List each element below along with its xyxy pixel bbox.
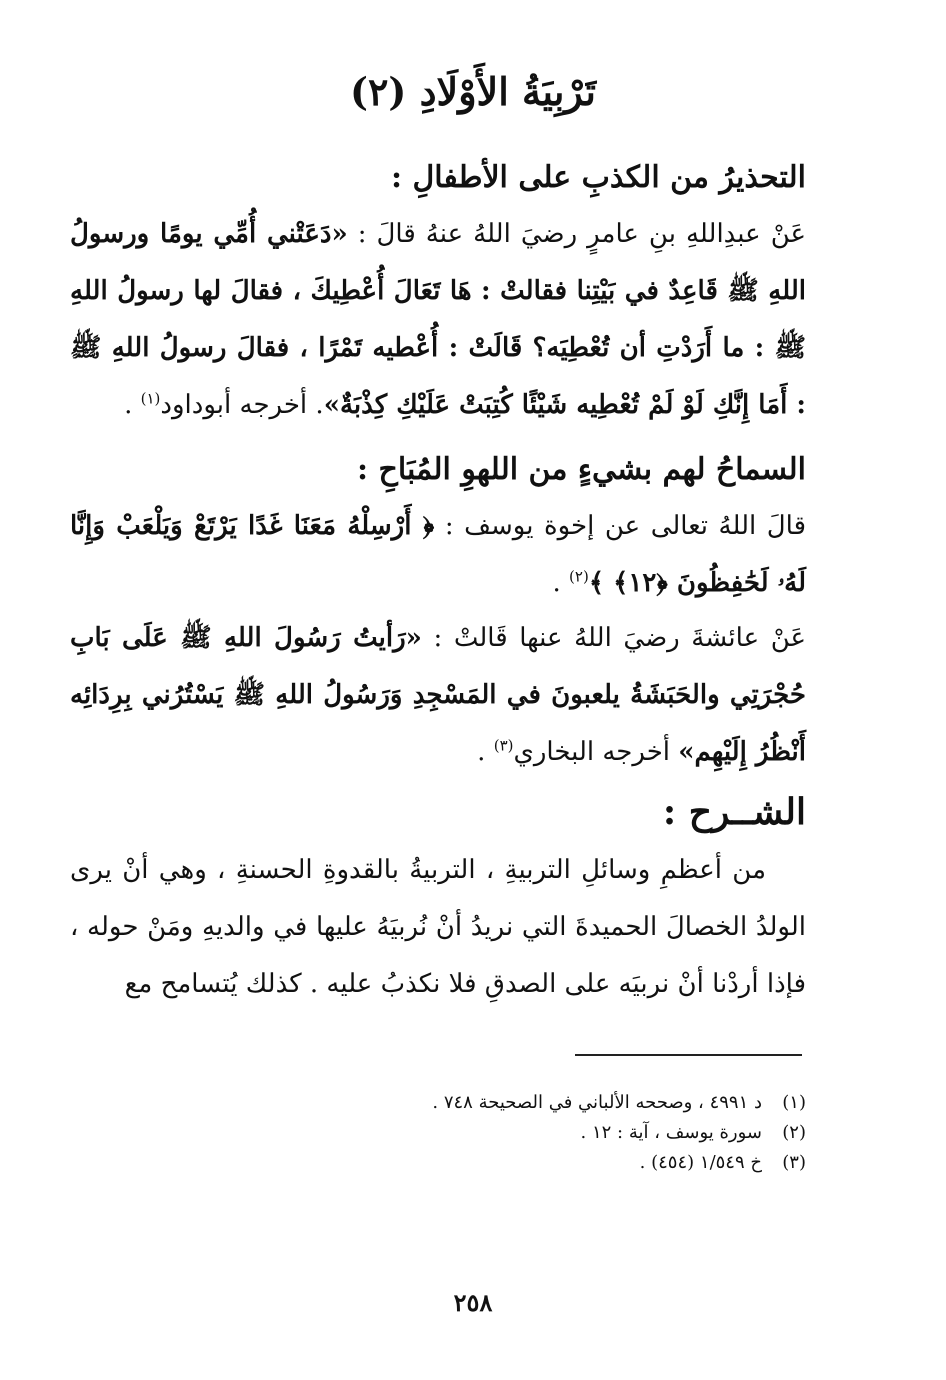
- footnote-item: [140, 1088, 806, 1118]
- section-aisha-hadith: [70, 610, 806, 781]
- footnote-text: د ٤٩٩١ ، وصححه الألباني في الصحيحة ٧٤٨ .: [432, 1092, 762, 1113]
- commentary-heading: الشــرح :: [662, 791, 806, 833]
- hadith-source: أخرجه البخاري: [513, 737, 679, 767]
- narrator-intro: عَنْ عائشةَ رضيَ اللهُ عنها قَالتْ :: [421, 623, 807, 653]
- footnote-number: (٣): [782, 1152, 806, 1173]
- commentary-section: [70, 782, 806, 1013]
- footnote-text: خ ١/٥٤٩ (٤٥٤) .: [639, 1152, 762, 1173]
- section-heading: التحذيرُ من الكذبِ على الأطفالِ :: [390, 160, 806, 195]
- footnote-item: [140, 1118, 806, 1148]
- hadith-paragraph: [70, 206, 806, 434]
- section-lying-warning: [70, 150, 806, 434]
- quran-paragraph: [70, 498, 806, 612]
- footnotes: [140, 1088, 806, 1178]
- footnote-text: سورة يوسف ، آية : ١٢ .: [580, 1122, 762, 1143]
- hadith-paragraph: [70, 610, 806, 781]
- section-permitted-play: [70, 442, 806, 612]
- page-number: ٢٥٨: [453, 1288, 493, 1317]
- page-title: تَرْبِيَةُ الأَوْلَادِ (٢): [350, 69, 596, 114]
- footnote-number: (٢): [782, 1122, 806, 1143]
- hadith-source: . أخرجه أبوداود: [160, 390, 324, 420]
- footnote-item: [140, 1148, 806, 1178]
- hadith-quote: «رَأيتُ رَسُولَ اللهِ ﷺ عَلَى بَابِ حُجْرَتِي والحَبَشَةُ يلعبونَ في المَسْجِدِ وَرَسُولُ اللهِ ﷺ يَسْتُرُني بِرِدَائِه أَنْظُرُ إِلَيْهِم»: [70, 623, 806, 767]
- quran-verse: ﴿ أَرْسِلْهُ مَعَنَا غَدًا يَرْتَعْ وَيَلْعَبْ وَإِنَّا لَهُۥ لَحَٰفِظُونَ ﴿١٢﴾ ﴾: [70, 511, 806, 598]
- sentence-end: .: [552, 568, 570, 598]
- footnote-number: (١): [782, 1092, 806, 1113]
- sentence-end: .: [477, 737, 494, 767]
- footnote-ref: (١): [140, 389, 161, 408]
- section-heading: السماحُ لهم بشيءٍ من اللهوِ المُبَاحِ :: [356, 452, 806, 487]
- commentary-paragraph: من أعظمِ وسائلِ التربيةِ ، التربيةُ بالقدوةِ الحسنةِ ، وهي أنْ يرى الولدُ الخصالَ الحميدةَ التي نريدُ أنْ نُربيَهُ عليها في والديهِ ومَنْ حوله ، فإذا أردْنا أنْ نربيَه على الصدقِ فلا نكذبُ عليه . كذلك يُتسامح مع: [70, 855, 806, 999]
- sentence-end: .: [124, 390, 141, 420]
- footnote-ref: (٣): [493, 736, 514, 755]
- hadith-quote: «دَعَتْني أُمِّي يومًا ورسولُ اللهِ ﷺ قَاعِدٌ في بَيْتِنا فقالتْ : هَا تَعَالَ أُعْطِيكَ ، فقالَ لها رسولُ اللهِ ﷺ : ما أَرَدْتِ أن تُعْطِيَه؟ قَالَتْ : أُعْطيه تَمْرًا ، فقالَ رسولُ اللهِ ﷺ : أَمَا إِنَّكِ لَوْ لَمْ تُعْطِيه شَيْئًا كُتِبَتْ عَلَيْكِ كِذْبَةٌ»: [70, 219, 806, 420]
- narrator-intro: عَنْ عبدِاللهِ بنِ عامرٍ رضيَ اللهُ عنهُ قالَ :: [347, 219, 807, 249]
- footnote-divider: [575, 1054, 802, 1056]
- footnote-ref: (٢): [569, 567, 589, 586]
- verse-intro: قالَ اللهُ تعالى عن إخوة يوسف :: [434, 511, 806, 541]
